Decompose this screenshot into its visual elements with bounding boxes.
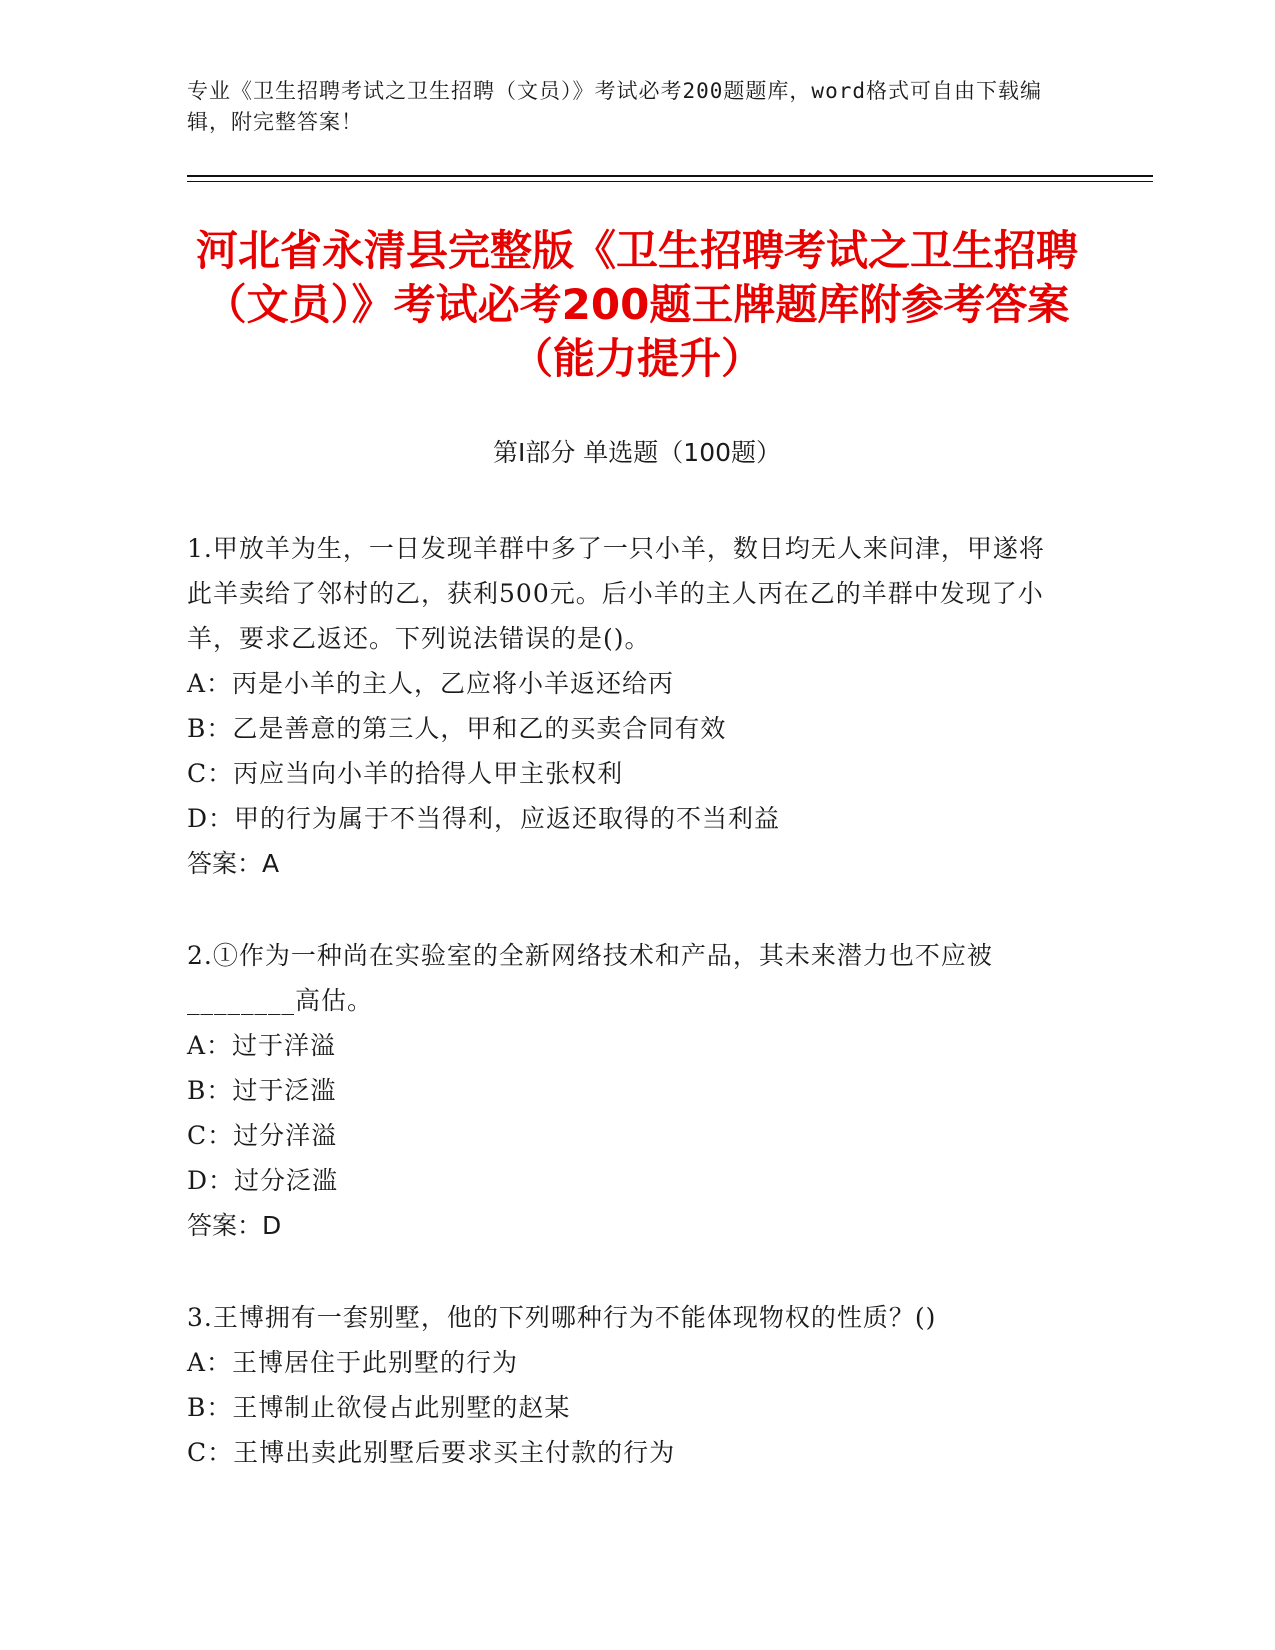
question-text: 3.王博拥有一套别墅，他的下列哪种行为不能体现物权的性质？() (187, 1303, 937, 1332)
question-list (187, 526, 1067, 1522)
question-3 (187, 1295, 1067, 1475)
option-d: D：甲的行为属于不当得利，应返还取得的不当利益 (187, 804, 781, 833)
question-1 (187, 526, 1067, 886)
question-text: 1.甲放羊为生，一日发现羊群中多了一只小羊，数日均无人来问津，甲遂将此羊卖给了邻村的乙，获利500元。后小羊的主人丙在乙的羊群中发现了小羊，要求乙返还。下列说法错误的是()。 (187, 534, 1045, 653)
option-b: B：过于泛滥 (187, 1076, 337, 1105)
section-heading: 第Ⅰ部分 单选题（100题） (492, 438, 782, 467)
header-note: 专业《卫生招聘考试之卫生招聘（文员）》考试必考200题题库，word格式可自由下载编辑，附完整答案！ (187, 79, 1042, 134)
option-c: C：过分洋溢 (187, 1121, 338, 1150)
option-c: C：丙应当向小羊的拾得人甲主张权利 (187, 759, 624, 788)
document-title: 河北省永清县完整版《卫生招聘考试之卫生招聘（文员）》考试必考200题王牌题库附参考答案（能力提升） (195, 226, 1078, 383)
question-text: 2.①作为一种尚在实验室的全新网络技术和产品，其未来潜力也不应被________高估。 (187, 941, 993, 1015)
option-a: A：过于洋溢 (187, 1031, 337, 1060)
answer: 答案：D (187, 1211, 282, 1240)
option-b: B：王博制止欲侵占此别墅的赵某 (187, 1393, 571, 1422)
option-c: C：王博出卖此别墅后要求买主付款的行为 (187, 1438, 676, 1467)
option-a: A：丙是小羊的主人，乙应将小羊返还给丙 (187, 669, 675, 698)
option-a: A：王博居住于此别墅的行为 (187, 1348, 519, 1377)
option-b: B：乙是善意的第三人，甲和乙的买卖合同有效 (187, 714, 727, 743)
header-divider-thin (187, 181, 1153, 182)
option-d: D：过分泛滥 (187, 1166, 339, 1195)
header-divider-thick (187, 175, 1153, 177)
answer: 答案：A (187, 849, 280, 878)
question-2 (187, 933, 1067, 1248)
